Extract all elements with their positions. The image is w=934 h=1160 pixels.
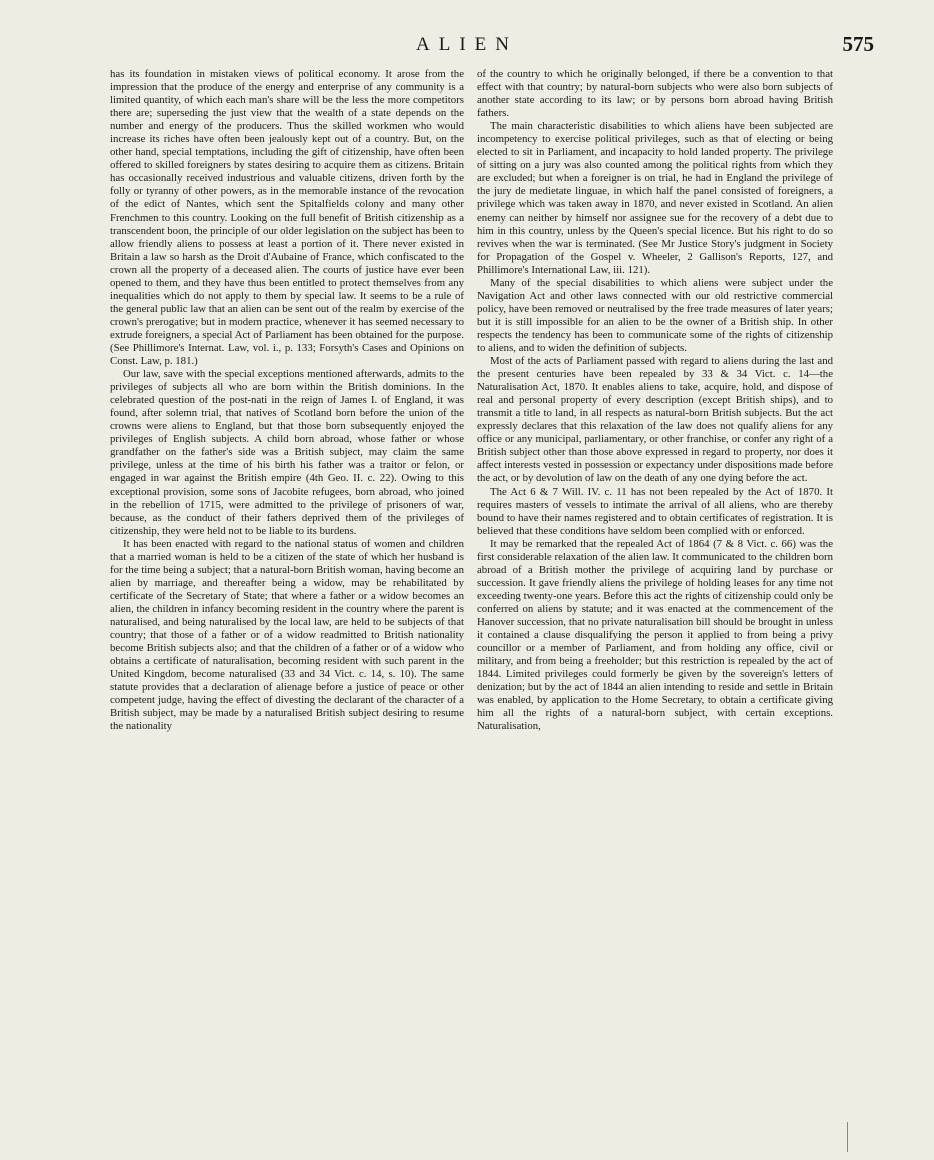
page-number: 575 xyxy=(842,32,874,56)
paragraph: Most of the acts of Parliament passed with regard to aliens during the last and the present centuries have been repealed by 33 & 34 Vict. c. 14—the Naturalisation Act, 1870. It enables aliens to take, acquire, hold, and dispose of real and personal property of every description (except British ships), and to transmit a title to land, in all respects as natural-born British subjects. But the act expressly declares that this relaxation of the law does not qualify aliens for any office or any municipal, parliamentary, or other franchise, or confer any right of a British subject other than those above expressed in regard to property, nor does it affect interests vested in possession or expectancy under dispositions made before the act, or by devolution of law on the death of any one dying before the act. xyxy=(477,355,833,485)
paragraph: Many of the special disabilities to which aliens were subject under the Navigation Act and other laws connected with our old restrictive commercial policy, have been removed or neutralised by the free trade measures of later years; but it is still impossible for an alien to be the owner of a British ship. In other respects the tendency has been to communicate some of the rights of citizenship to aliens, and to widen the definition of subjects. xyxy=(477,276,833,354)
paragraph: The main characteristic disabilities to which aliens have been subjected are incompetency to exercise political privileges, such as that of electing or being elected to sit in Parliament, and incapacity to hold landed property. The privilege of sitting on a jury was also counted among the political rights from which they are excluded; but when a foreigner is on trial, he had in England the privilege of the jury de medietate linguae, in which half the panel consisted of foreigners, a privilege which was taken away in 1870, and never existed in Scotland. An alien enemy can neither by himself nor assignee sue for the recovery of a debt due to him in this country, unless by the Queen's special licence. But his right to do so revives when the war is terminated. (See Mr Justice Story's judgment in Society for Propagation of the Gospel v. Wheeler, 2 Gallison's Reports, 127, and Phillimore's International Law, iii. 121). xyxy=(477,120,833,276)
paragraph: The Act 6 & 7 Will. IV. c. 11 has not been repealed by the Act of 1870. It requires masters of vessels to intimate the arrival of all aliens, who are thereby bound to have their names registered and to obtain certificates of registration. It is believed that these conditions have seldom been complied with or enforced. xyxy=(477,485,833,537)
paragraph: Our law, save with the special exceptions mentioned afterwards, admits to the privileges of subjects all who are born within the British dominions. In the celebrated question of the post-nati in the reign of James I. of England, it was found, after solemn trial, that natives of Scotland born before the union of the crowns were aliens to England, but that those born subsequently enjoyed the privileges of English subjects. A child born abroad, whose father or whose grandfather on the father's side was a British subject, may claim the same privilege, unless at the time of his birth his father was a traitor or felon, or engaged in war against the British empire (4th Geo. II. c. 22). Owing to this exceptional provision, some sons of Jacobite refugees, born abroad, who joined in the rebellion of 1715, were admitted to the privilege of prisoners of war, because, as the conduct of their fathers deprived them of the privileges of citizenship, they were held not to be liable to its burdens. xyxy=(110,368,464,537)
page-title: ALIEN xyxy=(416,34,518,55)
scan-margin-mark xyxy=(847,1122,848,1152)
paragraph: It may be remarked that the repealed Act of 1864 (7 & 8 Vict. c. 66) was the first considerable relaxation of the alien law. It communicated to the children born abroad of a British mother the privilege of acquiring land by purchase or succession. It gave friendly aliens the privilege of holding leases for any time not exceeding twenty-one years. Before this act the rights of citizenship could only be conferred on aliens by statute; and it was enacted at the commencement of the Hanover succession, that no private naturalisation bill should be brought in unless it contained a clause disqualifying the person it applied to from being a privy councillor or a member of Parliament, and from holding any office, civil or military, and from being a freeholder; but this restriction is repealed by the act of 1844. Limited privileges could formerly be given by the sovereign's letters of denization; but by the act of 1844 an alien intending to reside and settle in Britain was enabled, by application to the Home Secretary, to obtain a certificate giving him all the rights of a natural-born subject, with certain exceptions. Naturalisation, xyxy=(477,537,833,733)
left-column xyxy=(110,68,464,733)
running-head xyxy=(0,34,934,56)
paragraph: has its foundation in mistaken views of political economy. It arose from the impression that the produce of the energy and enterprise of any community is a limited quantity, of which each man's share will be the less the more competitors there are; superseding the just view that the wealth of a state depends on the number and energy of the producers. Thus the skilled workmen who would increase its riches have often been jealously kept out of a country. But, on the other hand, special temptations, including the gift of citizenship, have often been offered to skilled foreigners by states desiring to acquire them as citizens. Britain has occasionally received industrious and valuable citizens, driven forth by the folly or tyranny of other powers, as in the memorable instance of the revocation of the edict of Nantes, which sent the Spitalfields colony and many other Frenchmen to this country. Looking on the full benefit of British citizenship as a transcendent boon, the principle of our older legislation on the subject has been to allow friendly aliens to possess at least a portion of it. There never existed in Britain a law so harsh as the Droit d'Aubaine of France, which confiscated to the crown all the property of a deceased alien. The courts of justice have ever been opened to them, and they have thus been entitled to protect themselves from any inequalities which do not apply to them by special law. It seems to be a rule of the general public law that an alien can be sent out of the realm by exercise of the crown's prerogative; but in modern practice, whenever it has seemed necessary to extrude foreigners, a special Act of Parliament has been obtained for the purpose. (See Phillimore's Internat. Law, vol. i., p. 133; Forsyth's Cases and Opinions on Const. Law, p. 181.) xyxy=(110,68,464,368)
paragraph: It has been enacted with regard to the national status of women and children that a married woman is held to be a citizen of the state of which her husband is for the time being a subject; that a natural-born British woman, having become an alien by marriage, and thereafter being a widow, may be rehabilitated by certificate of the Secretary of State; that where a father or a widow becomes an alien, the children in infancy becoming resident in the country where the parent is naturalised, and being naturalised by the local law, are held to be subjects of that country; that those of a father or of a widow readmitted to British nationality become British subjects also; and that the children of a father or of a widow who obtains a certificate of naturalisation, becoming resident with such parent in the United Kingdom, become naturalised (33 and 34 Vict. c. 14, s. 10). The same statute provides that a declaration of alienage before a justice of peace or other competent judge, having the effect of divesting the declarant of the character of a British subject, may be made by a naturalised British subject desiring to resume the nationality xyxy=(110,537,464,733)
paragraph: of the country to which he originally belonged, if there be a convention to that effect with that country; by natural-born subjects who were also born subjects of another state according to its law; or by persons born abroad having British fathers. xyxy=(477,68,833,120)
right-column xyxy=(477,68,833,733)
